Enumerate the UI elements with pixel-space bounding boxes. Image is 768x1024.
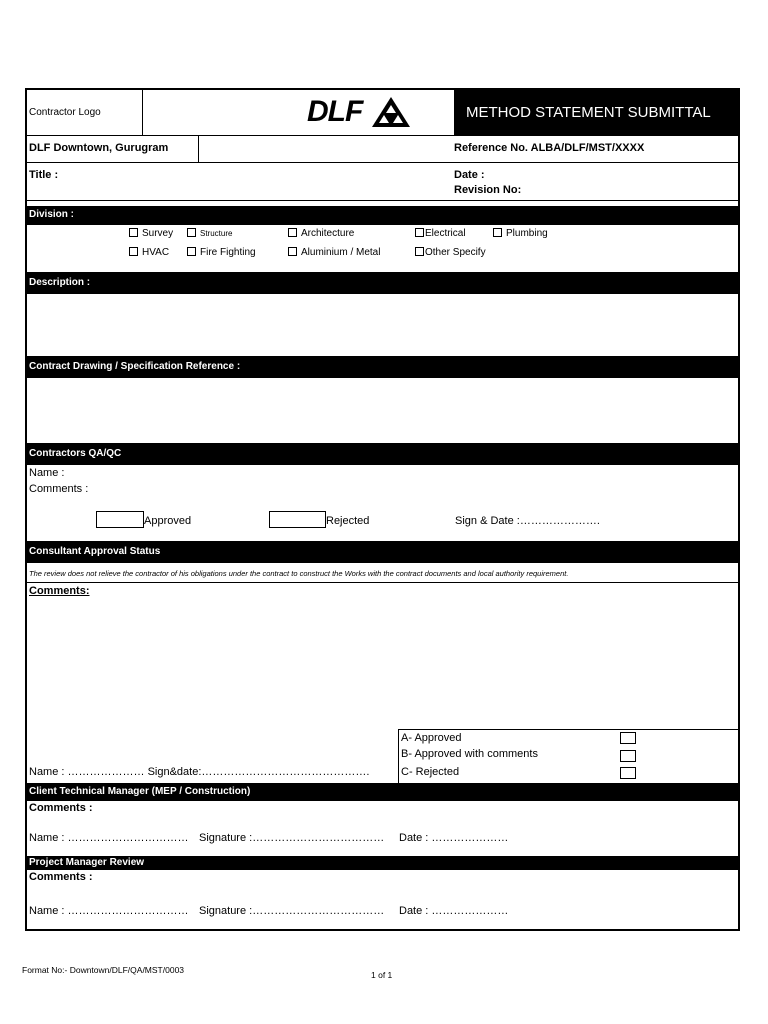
- revision-label: Revision No:: [454, 184, 522, 196]
- division-heading: Division :: [27, 206, 738, 225]
- ctm-date: Date : …………………: [399, 832, 509, 844]
- division-option-plumbing[interactable]: Plumbing: [493, 228, 548, 240]
- checkbox[interactable]: [493, 228, 502, 237]
- qaqc-sign-date: Sign & Date :………………….: [455, 515, 600, 527]
- dlf-triangle-icon: [371, 96, 411, 128]
- status-checkbox-approved[interactable]: [620, 732, 636, 744]
- pm-comments-label: Comments :: [29, 871, 93, 883]
- qaqc-name-label: Name :: [29, 467, 65, 479]
- division-option-electrical[interactable]: Electrical: [415, 228, 466, 240]
- title-label: Title :: [29, 169, 59, 181]
- qaqc-heading: Contractors QA/QC: [27, 443, 738, 465]
- date-label: Date :: [454, 169, 485, 181]
- status-option-rejected: C- Rejected: [401, 766, 460, 778]
- division-option-hvac[interactable]: HVAC: [129, 247, 169, 259]
- checkbox[interactable]: [288, 228, 297, 237]
- consultant-disclaimer: The review does not relieve the contractor of his obligations under the contract to construct the Works with the contract documents and local authority requirement.: [29, 569, 569, 578]
- approved-box[interactable]: [96, 511, 144, 528]
- division-option-fire-fighting[interactable]: Fire Fighting: [187, 247, 256, 259]
- contractor-logo-label: Contractor Logo: [29, 107, 101, 118]
- status-checkbox-approved-comments[interactable]: [620, 750, 636, 762]
- ctm-heading: Client Technical Manager (MEP / Construction): [27, 783, 738, 801]
- page-number: 1 of 1: [371, 970, 393, 980]
- pm-name: Name : ……………………………: [29, 905, 189, 917]
- consultant-heading: Consultant Approval Status: [27, 541, 738, 563]
- reference-number: Reference No. ALBA/DLF/MST/XXXX: [454, 142, 645, 154]
- division-option-aluminium-metal[interactable]: Aluminium / Metal: [288, 247, 380, 259]
- checkbox[interactable]: [129, 247, 138, 256]
- project-site: DLF Downtown, Gurugram: [29, 142, 169, 154]
- checkbox[interactable]: [288, 247, 297, 256]
- drawing-reference-heading: Contract Drawing / Specification Reference :: [27, 356, 738, 378]
- pm-signature: Signature :………………………………: [199, 905, 385, 917]
- contractor-logo-cell: [27, 90, 143, 135]
- consultant-comments-label: Comments:: [29, 585, 90, 597]
- status-option-approved-comments: B- Approved with comments: [401, 748, 538, 760]
- division-option-other-specify[interactable]: Other Specify: [415, 247, 486, 259]
- checkbox[interactable]: [415, 247, 424, 256]
- drawing-reference-field[interactable]: [27, 378, 738, 442]
- qaqc-comments-label: Comments :: [29, 483, 89, 495]
- dlf-logo: [307, 93, 417, 131]
- pm-date: Date : …………………: [399, 905, 509, 917]
- checkbox[interactable]: [187, 247, 196, 256]
- division-option-survey[interactable]: Survey: [129, 228, 173, 240]
- dlf-logo-text: DLF: [307, 95, 363, 128]
- checkbox[interactable]: [129, 228, 138, 237]
- division-option-architecture[interactable]: Architecture: [288, 228, 354, 240]
- rejected-box[interactable]: [269, 511, 326, 528]
- checkbox[interactable]: [415, 228, 424, 237]
- description-field[interactable]: [27, 294, 738, 356]
- rejected-label: Rejected: [326, 515, 370, 527]
- status-option-approved: A- Approved: [401, 732, 462, 744]
- checkbox[interactable]: [187, 228, 196, 237]
- format-number: Format No:- Downtown/DLF/QA/MST/0003: [22, 965, 185, 975]
- method-statement-form: [25, 88, 740, 931]
- description-heading: Description :: [27, 272, 738, 294]
- ctm-comments-label: Comments :: [29, 802, 93, 814]
- ctm-signature: Signature :………………………………: [199, 832, 385, 844]
- ctm-name: Name : ……………………………: [29, 832, 189, 844]
- consultant-name-sign: Name : ………………… Sign&date:……………………………………….: [29, 766, 370, 778]
- form-title: METHOD STATEMENT SUBMITTAL: [454, 90, 740, 135]
- pm-heading: Project Manager Review: [27, 856, 738, 870]
- division-option-structure[interactable]: Structure: [187, 228, 232, 240]
- approved-label: Approved: [144, 515, 192, 527]
- status-checkbox-rejected[interactable]: [620, 767, 636, 779]
